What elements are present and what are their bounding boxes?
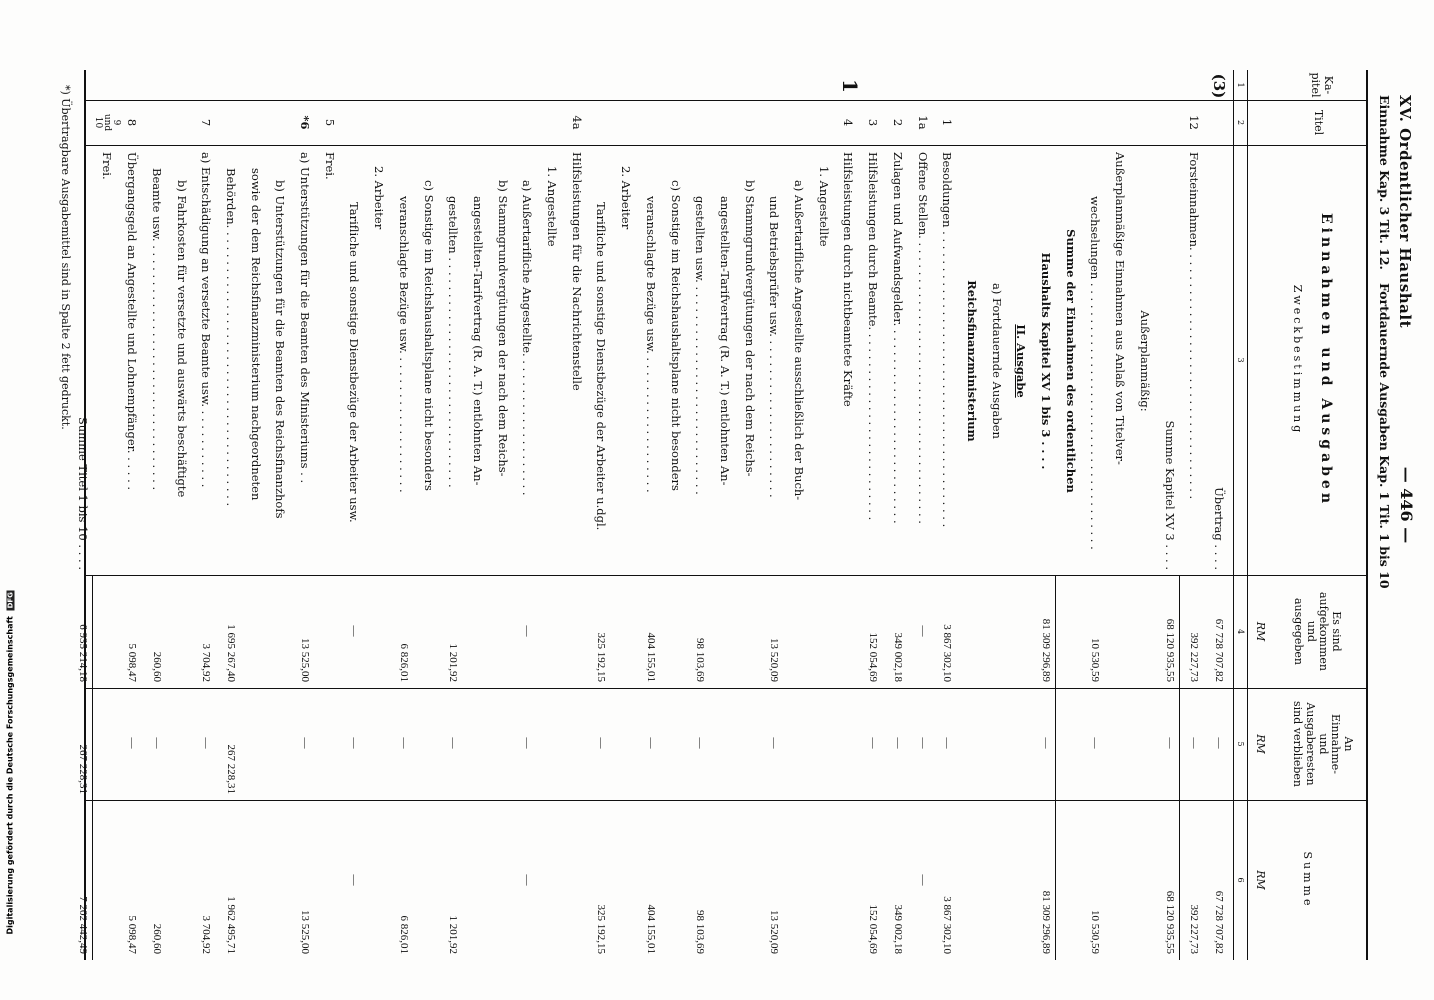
row-value-c4: 404 155,01 bbox=[644, 632, 657, 682]
table-row bbox=[1156, 0, 1181, 1000]
row-value-c5: — bbox=[941, 737, 954, 749]
table-row bbox=[464, 0, 489, 1000]
row-value-c5: — bbox=[299, 737, 312, 749]
table-row bbox=[119, 0, 144, 1000]
row-description: Hilfsleistungen für die Nachrichtenstelle bbox=[569, 152, 584, 391]
row-titel: 3 bbox=[866, 118, 881, 127]
row-description: Zulagen und Aufwandsgelder. . . . . . . . . . . . . . . . . . . . . . . . . . . . bbox=[890, 152, 905, 524]
row-description: a) Außertarifliche Angestellte ausschließlich der Buch- bbox=[792, 180, 807, 501]
row-description: a) Unterstützungen für die Beamten des Ministeriums . . bbox=[298, 152, 313, 484]
col-number-6: 6 bbox=[1236, 877, 1245, 883]
row-value-c4: — bbox=[348, 625, 361, 637]
row-value-c6: 98 103,69 bbox=[694, 910, 707, 954]
table-top-rule bbox=[1366, 70, 1368, 960]
row-value-c5: — bbox=[1040, 737, 1053, 749]
row-description: Summe Kapitel XV 3 . . . . bbox=[1162, 420, 1177, 570]
row-value-c5: — bbox=[891, 737, 904, 749]
row-value-c5: — bbox=[595, 737, 608, 749]
row-value-c4: 6 935 214,18 bbox=[76, 624, 89, 682]
table-row bbox=[1032, 0, 1057, 1000]
row-description: gestellten usw. . . . . . . . . . . . . . . . . . . . . . . . . . . . . . bbox=[693, 196, 708, 495]
col-number-1: 1 bbox=[1236, 82, 1245, 88]
table-row bbox=[884, 0, 909, 1000]
sum-rule bbox=[1179, 576, 1180, 960]
row-titel: 5 bbox=[322, 118, 337, 127]
row-description: b) Fahrkosten für versetzte und auswärts beschäftigte bbox=[174, 180, 189, 498]
row-value-c4: 13 525,00 bbox=[299, 638, 312, 682]
row-description: Tarifliche und sonstige Dienstbezüge der Arbeiter usw. bbox=[347, 202, 362, 523]
table-row bbox=[860, 0, 885, 1000]
table-row bbox=[711, 0, 736, 1000]
table-row bbox=[316, 0, 341, 1000]
table-row bbox=[1107, 0, 1132, 1000]
table-row bbox=[761, 0, 786, 1000]
row-description: angestellten-Tarifvertrag (R. A. T.) entlohnten An- bbox=[718, 196, 732, 486]
row-description: Außerplanmäßige Einnahmen aus Anlaß von Titelver- bbox=[1113, 152, 1128, 465]
row-value-c5: — bbox=[200, 737, 213, 749]
col-number-5: 5 bbox=[1236, 741, 1245, 747]
row-value-c4: 10 530,59 bbox=[1089, 638, 1102, 682]
table-row bbox=[291, 0, 316, 1000]
dfg-credit-text: Digitalisierung gefördert durch die Deutsche Forschungsgemeinschaft bbox=[5, 616, 15, 935]
table-row bbox=[736, 0, 761, 1000]
row-value-c6: 81 309 296,89 bbox=[1040, 890, 1053, 954]
table-row bbox=[687, 0, 712, 1000]
table-row bbox=[662, 0, 687, 1000]
row-description: a) Fortdauernde Ausgaben bbox=[989, 283, 1004, 439]
col-header-kapitel: Ka- pitel bbox=[1309, 72, 1335, 98]
row-value-c5: 267 228,31 bbox=[76, 744, 89, 794]
col-number-4: 4 bbox=[1236, 628, 1245, 635]
col-number-3: 3 bbox=[1236, 357, 1245, 363]
row-value-c6: 1 201,92 bbox=[447, 915, 460, 954]
unit-col6: RM bbox=[1254, 870, 1267, 890]
row-description: und Betriebsprüfer usw. . . . . . . . . . . . . . . . . . . . . . . bbox=[767, 196, 782, 498]
row-description: Haushalts Kapitel XV 1 bis 3 . . . . bbox=[1039, 252, 1054, 470]
row-description: c) Sonstige im Reichshaushaltsplane nicht besonders bbox=[421, 180, 436, 491]
table-row bbox=[1008, 0, 1033, 1000]
row-description: II. Ausgabe bbox=[1014, 324, 1029, 398]
table-row bbox=[415, 0, 440, 1000]
row-value-c6: 260,60 bbox=[150, 923, 163, 954]
row-value-c4: 3 867 302,10 bbox=[941, 624, 954, 682]
row-description: Übergangsgeld an Angestellte und Lohnempfänger. . . . . . bbox=[125, 152, 140, 491]
column-number-separator bbox=[1233, 70, 1234, 960]
row-description: b) Stammgrundvergütungen der nach dem Reichs- bbox=[742, 180, 757, 477]
table-row bbox=[1082, 0, 1107, 1000]
col-header-reste: An Einnahme- und Ausgaberesten sind verblieben bbox=[1291, 701, 1355, 787]
row-value-c6: 1 962 495,71 bbox=[225, 896, 237, 954]
row-titel: 4a bbox=[569, 115, 584, 130]
row-value-c6: 3 867 302,10 bbox=[941, 896, 954, 954]
row-description: sowie der dem Reichsfinanzministerium nachgeordneten bbox=[248, 168, 263, 501]
sum-rule bbox=[1055, 576, 1056, 960]
row-value-c4: 392 227,73 bbox=[1188, 632, 1201, 682]
table-row bbox=[1181, 0, 1206, 1000]
table-row bbox=[143, 0, 168, 1000]
row-value-c5: — bbox=[1188, 737, 1201, 749]
table-row bbox=[588, 0, 613, 1000]
table-row bbox=[69, 0, 94, 1000]
row-description: Offene Stellen. . . . . . . . . . . . . . . . . . . . . . . . . . . . . . . . . . . . . . . . bbox=[915, 152, 930, 524]
table-row bbox=[341, 0, 366, 1000]
row-description: Frei. bbox=[322, 152, 337, 180]
row-value-c5: — bbox=[867, 737, 880, 749]
row-value-c4: 1 695 267,40 bbox=[225, 624, 237, 682]
row-titel: 12 bbox=[1187, 115, 1202, 130]
section-title: XV. Ordentlicher Haushalt bbox=[1396, 95, 1414, 329]
page-subtitle: Einnahme Kap. 3 Tit. 12. Fortdauernde Ausgaben Kap. 1 Tit. 1 bis 10 bbox=[1377, 95, 1392, 589]
row-value-c4: 325 192,15 bbox=[595, 632, 608, 682]
table-row bbox=[1131, 0, 1156, 1000]
row-description: Außerplanmäßig: bbox=[1137, 310, 1152, 412]
row-value-c5: — bbox=[694, 737, 707, 749]
row-value-c5: — bbox=[447, 737, 460, 749]
row-value-c5: — bbox=[1213, 737, 1225, 749]
row-description: Tarifliche und sonstige Dienstbezüge der Arbeiter u.dgl. bbox=[594, 202, 609, 531]
table-row bbox=[217, 0, 242, 1000]
row-description: 2. Arbeiter bbox=[372, 166, 387, 230]
row-description: b) Stammgrundvergütungen der nach dem Reichs- bbox=[495, 180, 510, 477]
row-description: c) Sonstige im Reichshaushaltsplane nicht besonders bbox=[668, 180, 683, 491]
row-value-c4: 260,60 bbox=[150, 651, 163, 682]
row-description: Forsteinnahmen. . . . . . . . . . . . . . . . . . . . . . . . . . . . . . . . . . . bbox=[1187, 152, 1202, 500]
footnote: *) Übertragbare Ausgabemittel sind in Spalte 2 fett gedruckt. bbox=[59, 85, 72, 430]
row-value-c4: — bbox=[916, 625, 929, 637]
table-row bbox=[366, 0, 391, 1000]
row-value-c5: — bbox=[150, 737, 163, 749]
dfg-logo: DFG bbox=[6, 592, 15, 609]
row-value-c4: 68 120 935,55 bbox=[1163, 618, 1176, 682]
table-row bbox=[1057, 0, 1082, 1000]
row-value-c5: — bbox=[521, 737, 534, 749]
row-titel: 1a bbox=[915, 115, 930, 130]
unit-col5: RM bbox=[1254, 734, 1267, 754]
row-value-c6: — bbox=[916, 874, 929, 886]
table-row bbox=[267, 0, 292, 1000]
row-value-c6: 10 530,59 bbox=[1089, 910, 1102, 954]
col-header-aufgekommen: Es sind aufgekommen und ausgegeben bbox=[1292, 591, 1343, 671]
row-value-c6: 152 054,69 bbox=[867, 904, 880, 954]
table-row bbox=[538, 0, 563, 1000]
row-titel: 4 bbox=[841, 118, 856, 127]
row-description: Summe Titel 1 bis 10 . . . . bbox=[75, 416, 90, 570]
row-titel: 7 bbox=[199, 118, 214, 127]
row-value-c4: 5 098,47 bbox=[126, 643, 139, 682]
row-description: angestellten-Tarifvertrag (R. A. T.) entlohnten An- bbox=[471, 196, 485, 486]
row-description: gestellten . . . . . . . . . . . . . . . . . . . . . . . . . . . . . . . . bbox=[446, 196, 461, 488]
table-row bbox=[168, 0, 193, 1000]
row-value-c4: 13 520,09 bbox=[768, 638, 781, 682]
row-description: 1. Angestellte bbox=[545, 166, 560, 247]
row-value-c6: 13 520,09 bbox=[768, 910, 781, 954]
table-row bbox=[637, 0, 662, 1000]
kapitel-1-marker: 1 bbox=[838, 79, 862, 93]
table-row bbox=[440, 0, 465, 1000]
row-description: b) Unterstützungen für die Beamten des Reichsfinanzhofs bbox=[273, 180, 288, 519]
row-value-c5: — bbox=[1163, 737, 1176, 749]
dfg-credit bbox=[5, 592, 15, 935]
col-number-2: 2 bbox=[1236, 119, 1245, 126]
row-value-c5: 267 228,31 bbox=[225, 744, 237, 794]
row-value-c6: 392 227,73 bbox=[1188, 904, 1201, 954]
row-value-c6: 13 525,00 bbox=[299, 910, 312, 954]
row-value-c4: 349 002,18 bbox=[891, 632, 904, 682]
row-value-c5: — bbox=[1089, 737, 1102, 749]
row-description: wechselungen . . . . . . . . . . . . . . . . . . . . . . . . . . . . . . . . . . . . . bbox=[1088, 196, 1103, 550]
row-value-c5: — bbox=[768, 737, 781, 749]
table-row bbox=[958, 0, 983, 1000]
row-value-c6: 404 155,01 bbox=[644, 904, 657, 954]
row-description: Beamte usw. . . . . . . . . . . . . . . . . . . . . . . . . . . . . . . . . . . bbox=[149, 168, 164, 491]
row-description: a) Außertarifliche Angestellte. . . . . . . . . . . . . . . . . . . . bbox=[520, 180, 535, 496]
col-header-main-title: Einnahmen und Ausgaben bbox=[1318, 212, 1334, 508]
row-value-c5: — bbox=[916, 737, 929, 749]
row-value-c6: 7 202 442,49 bbox=[76, 896, 89, 954]
table-row bbox=[934, 0, 959, 1000]
table-row bbox=[489, 0, 514, 1000]
row-description: 1. Angestellte bbox=[816, 166, 831, 247]
row-description: veranschlagte Bezüge usw. . . . . . . . . . . . . . . . . . . . bbox=[396, 196, 411, 493]
row-value-c4: — bbox=[521, 625, 534, 637]
table-row bbox=[909, 0, 934, 1000]
col-header-summe: Summe bbox=[1301, 851, 1314, 909]
row-value-c4: 1 201,92 bbox=[447, 643, 460, 682]
table-row bbox=[242, 0, 267, 1000]
row-value-c6: 3 704,92 bbox=[200, 915, 213, 954]
table-row bbox=[193, 0, 218, 1000]
row-description: Behörden. . . . . . . . . . . . . . . . . . . . . . . . . . . . . . . . . . . . . . . bbox=[224, 168, 238, 507]
row-value-c4: 67 728 707,82 bbox=[1213, 618, 1225, 682]
row-value-c4: 81 309 296,89 bbox=[1040, 618, 1053, 682]
header-separator bbox=[1247, 70, 1248, 960]
unit-col4: RM bbox=[1254, 621, 1267, 642]
row-value-c5: — bbox=[348, 737, 361, 749]
row-value-c4: 6 826,01 bbox=[397, 643, 410, 682]
col-header-titel: Titel bbox=[1312, 109, 1325, 136]
row-value-c6: 349 002,18 bbox=[891, 904, 904, 954]
row-value-c6: — bbox=[521, 874, 534, 886]
table-row bbox=[1205, 0, 1230, 1000]
row-titel: 1 bbox=[940, 118, 955, 127]
row-description: Besoldungen . . . . . . . . . . . . . . . . . . . . . . . . . . . . . . . . . . . . . . . . . bbox=[940, 152, 955, 528]
row-value-c4: 152 054,69 bbox=[867, 632, 880, 682]
table-row bbox=[810, 0, 835, 1000]
sum-rule bbox=[92, 576, 93, 960]
table-row bbox=[563, 0, 588, 1000]
row-value-c6: 5 098,47 bbox=[126, 915, 139, 954]
row-titel: 2 bbox=[890, 118, 905, 127]
row-value-c5: — bbox=[126, 737, 139, 749]
table-row bbox=[93, 0, 122, 1000]
row-value-c6: 68 120 935,55 bbox=[1163, 890, 1176, 954]
row-value-c6: — bbox=[348, 874, 361, 886]
row-description: Hilfsleistungen durch nichtbeamtete Kräfte bbox=[841, 152, 856, 407]
row-description: Summe der Einnahmen des ordentlichen bbox=[1063, 229, 1078, 493]
row-value-c6: 67 728 707,82 bbox=[1213, 890, 1225, 954]
row-value-c6: 325 192,15 bbox=[595, 904, 608, 954]
row-value-c4: 98 103,69 bbox=[694, 638, 707, 682]
row-titel: 8 bbox=[125, 118, 140, 127]
row-value-c5: — bbox=[397, 737, 410, 749]
kapitel-3-marker: (3) bbox=[1210, 73, 1228, 99]
row-value-c5: — bbox=[644, 737, 657, 749]
row-description: Übertrag . . . . bbox=[1212, 487, 1226, 570]
table-row bbox=[613, 0, 638, 1000]
table-row bbox=[835, 0, 860, 1000]
row-description: Hilfsleistungen durch Beamte. . . . . . . . . . . . . . . . . . . . . . . . . . . bbox=[866, 152, 881, 521]
table-row bbox=[390, 0, 415, 1000]
row-titel: 9 und 10 bbox=[93, 113, 122, 132]
row-description: veranschlagte Bezüge usw. . . . . . . . . . . . . . . . . . . . bbox=[643, 196, 658, 493]
table-row bbox=[514, 0, 539, 1000]
table-row bbox=[983, 0, 1008, 1000]
table-row bbox=[785, 0, 810, 1000]
col-header-main-sub: Zweckbestimmung bbox=[1291, 284, 1304, 436]
row-description: a) Entschädigung an versetzte Beamte usw. . . . . . . . . . . . bbox=[199, 152, 214, 488]
row-value-c6: 6 826,01 bbox=[397, 915, 410, 954]
page-number: — 446 — bbox=[1397, 466, 1416, 544]
row-description: Reichsfinanzministerium bbox=[965, 280, 979, 442]
row-description: Frei. bbox=[100, 152, 115, 180]
row-titel: *6 bbox=[298, 115, 313, 130]
row-value-c4: 3 704,92 bbox=[200, 643, 213, 682]
row-description: 2. Arbeiter bbox=[619, 166, 634, 230]
